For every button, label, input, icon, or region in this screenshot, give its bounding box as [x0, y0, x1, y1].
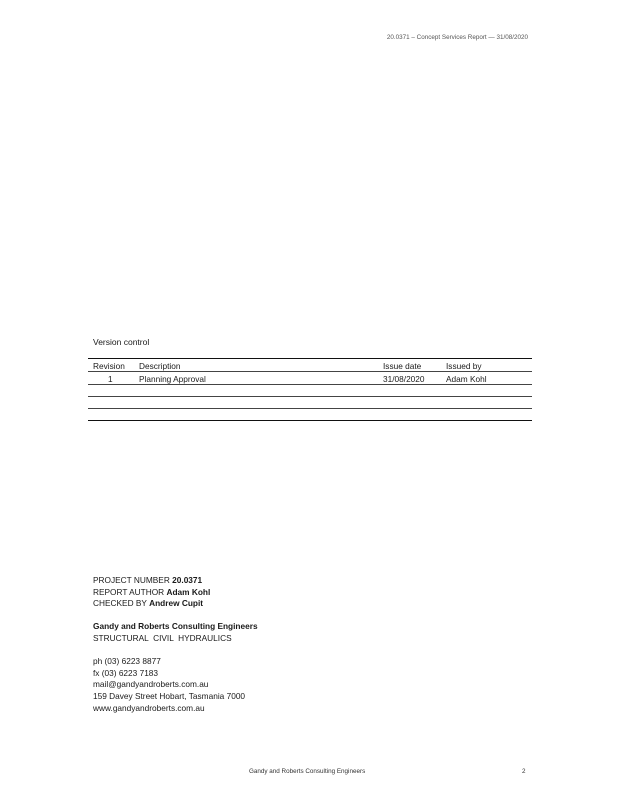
footer-text: Gandy and Roberts Consulting Engineers [249, 768, 366, 775]
project-number-line [93, 575, 258, 587]
company-fax: fx (03) 6223 7183 [93, 667, 159, 678]
column-header-issue-date: Issue date [383, 361, 422, 371]
cell-revision: 1 [108, 374, 113, 384]
checked-by-label: CHECKED BY [93, 598, 147, 609]
table-row-empty [88, 409, 532, 421]
table-row-empty [88, 385, 532, 397]
project-number-value: 20.0371 [172, 575, 203, 585]
page-number: 2 [522, 768, 526, 775]
report-author-value: Adam Kohl [166, 586, 211, 597]
company-email: mail@gandyandroberts.com.au [93, 679, 209, 690]
checked-by-value: Andrew Cupit [149, 598, 204, 609]
table-row-empty [88, 397, 532, 409]
company-phone: ph (03) 6223 8877 [93, 656, 161, 667]
report-author-line [93, 587, 258, 599]
version-control-table [88, 358, 532, 421]
company-name: Gandy and Roberts Consulting Engineers [93, 621, 258, 632]
project-number-label: PROJECT NUMBER [93, 575, 170, 585]
cell-description: Planning Approval [139, 374, 206, 384]
company-address: 159 Davey Street Hobart, Tasmania 7000 [93, 690, 246, 701]
company-services: STRUCTURAL CIVIL HYDRAULICS [93, 632, 232, 643]
report-author-label: REPORT AUTHOR [93, 586, 165, 597]
column-header-description: Description [139, 361, 181, 371]
column-header-issued-by: Issued by [446, 361, 482, 371]
table-row [88, 372, 532, 385]
running-header: 20.0371 – Concept Services Report — 31/08/2020 [386, 34, 528, 41]
column-header-revision: Revision [93, 361, 125, 371]
version-control-title: Version control [93, 337, 150, 347]
company-website: www.gandyandroberts.com.au [93, 702, 205, 713]
cell-issued-by: Adam Kohl [446, 374, 487, 384]
table-header-row [88, 359, 532, 372]
project-info-block [93, 575, 258, 714]
checked-by-line [93, 598, 258, 610]
cell-issue-date: 31/08/2020 [383, 374, 425, 384]
